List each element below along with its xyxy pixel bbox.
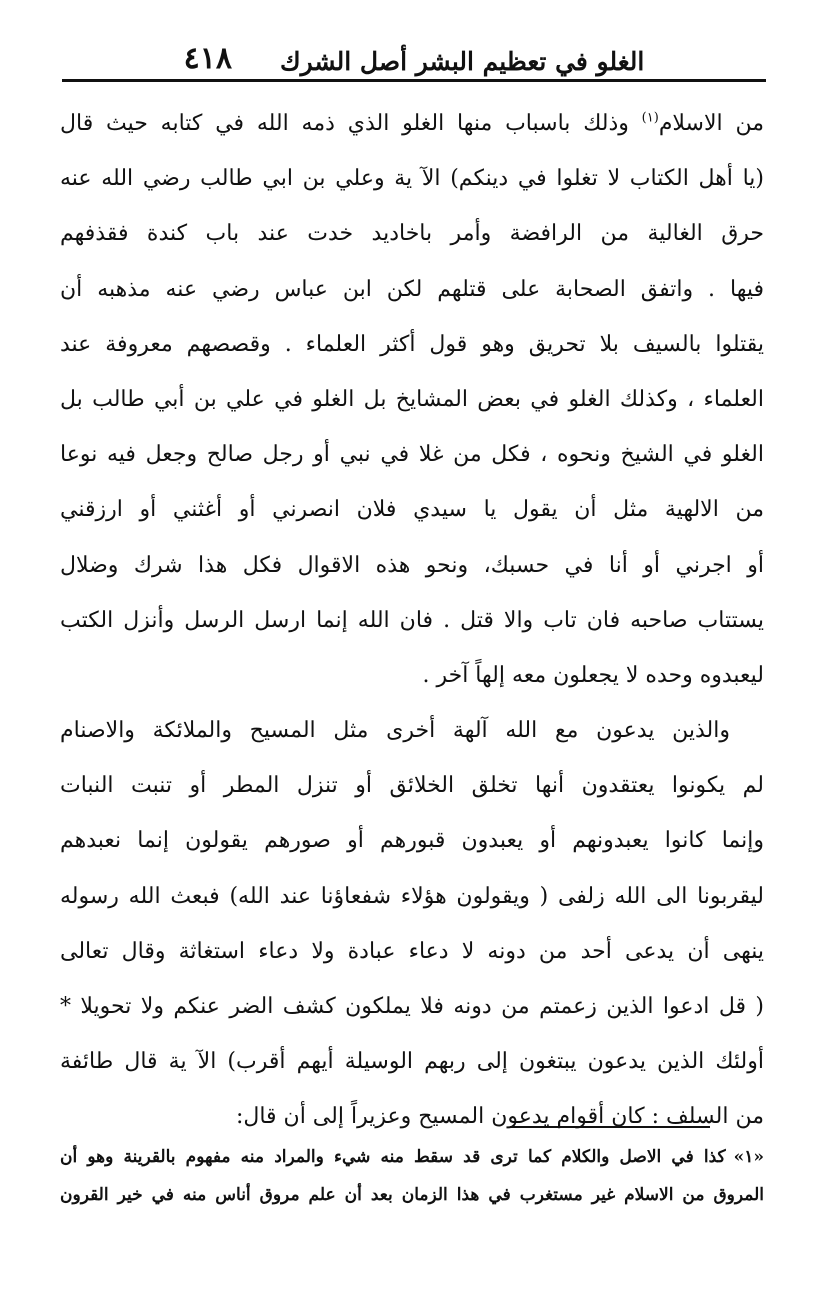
text-line: لم يكونوا يعتقدون أنها تخلق الخلائق أو تنزل المطر أو تنبت النبات (60, 773, 764, 799)
text-line: الغلو في الشيخ ونحوه ، فكل من غلا في نبي أو رجل صالح وجعل فيه نوعا (60, 442, 764, 468)
text-line: من الالهية مثل أن يقول يا سيدي فلان انصرني أو أغثني أو ارزقني (60, 497, 764, 523)
text-line: وإنما كانوا يعبدونهم أو يعبدون قبورهم أو صورهم يقولون إنما نعبدهم (60, 828, 764, 854)
body-text (60, 96, 764, 1145)
text-line: من السلف : كان أقوام يدعون المسيح وعزيراً إلى أن قال: (235, 1104, 764, 1130)
text-line: يستتاب صاحبه فان تاب والا قتل . فان الله إنما ارسل الرسل وأنزل الكتب (60, 607, 764, 633)
text-line: فيها . واتفق الصحابة على قتلهم لكن ابن عباس رضي عنه مذهبه أن (60, 276, 764, 302)
page-header (62, 30, 766, 74)
footnote-line: «١»كذا في الاصل والكلام كما ترى قد سقط منه شيء والمراد منه مفهوم بالقرينة وهو أن (60, 1147, 764, 1167)
text-line: من الاسلام$^{(١)}$ وذلك باسباب منها الغلو الذي ذمه الله في كتابه حيث قال (60, 110, 764, 136)
text-line: ينهى أن يدعى أحد من دونه لا دعاء عبادة ولا دعاء استغاثة وقال تعالى (60, 938, 764, 964)
footnote-reference: (١) (641, 110, 659, 126)
text-line: العلماء ، وكذلك الغلو في بعض المشايخ بل الغلو في علي بن أبي طالب بل (60, 386, 764, 412)
text-line: يقتلوا بالسيف بلا تحريق وهو قول أكثر العلماء . وقصصهم معروفة عند (60, 331, 764, 357)
text-line: (يا أهل الكتاب لا تغلوا في دينكم) الآ ية وعلي بن ابي طالب رضي الله عنه (60, 166, 764, 192)
footnote-rule (510, 1126, 710, 1128)
text-line: أولئك الذين يدعون يبتغون إلى ربهم الوسيلة أيهم أقرب) الآ ية قال طائفة (60, 1049, 764, 1075)
paragraph-start-line: والذين يدعون مع الله آلهة أخرى مثل المسيح والملائكة والاصنام (60, 718, 730, 744)
text-line: حرق الغالية من الرافضة وأمر باخاديد خدت عند باب كندة فقذفهم (60, 221, 764, 247)
footnotes (60, 1138, 764, 1214)
page-number: ٤١٨ (183, 41, 232, 76)
text-line: ليعبدوه وحده لا يجعلون معه إلهاً آخر . (422, 662, 764, 688)
text-line: أو اجرني أو أنا في حسبك، ونحو هذه الاقوال فكل هذا شرك وضلال (60, 552, 764, 578)
header-rule (62, 79, 766, 82)
footnote-number: «١» (733, 1147, 764, 1167)
text-line: ليقربونا الى الله زلفى ( ويقولون هؤلاء شفعاؤنا عند الله) فبعث الله رسوله (60, 883, 764, 909)
footnote-line: المروق من الاسلام غير مستغرب في هذا الزمان بعد أن علم مروق أناس منه في خير القرون (60, 1185, 764, 1205)
text-line: ( قل ادعوا الذين زعمتم من دونه فلا يملكون كشف الضر عنكم ولا تحويلا * (60, 994, 764, 1019)
running-title: الغلو في تعظيم البشر أصل الشرك (279, 47, 645, 76)
